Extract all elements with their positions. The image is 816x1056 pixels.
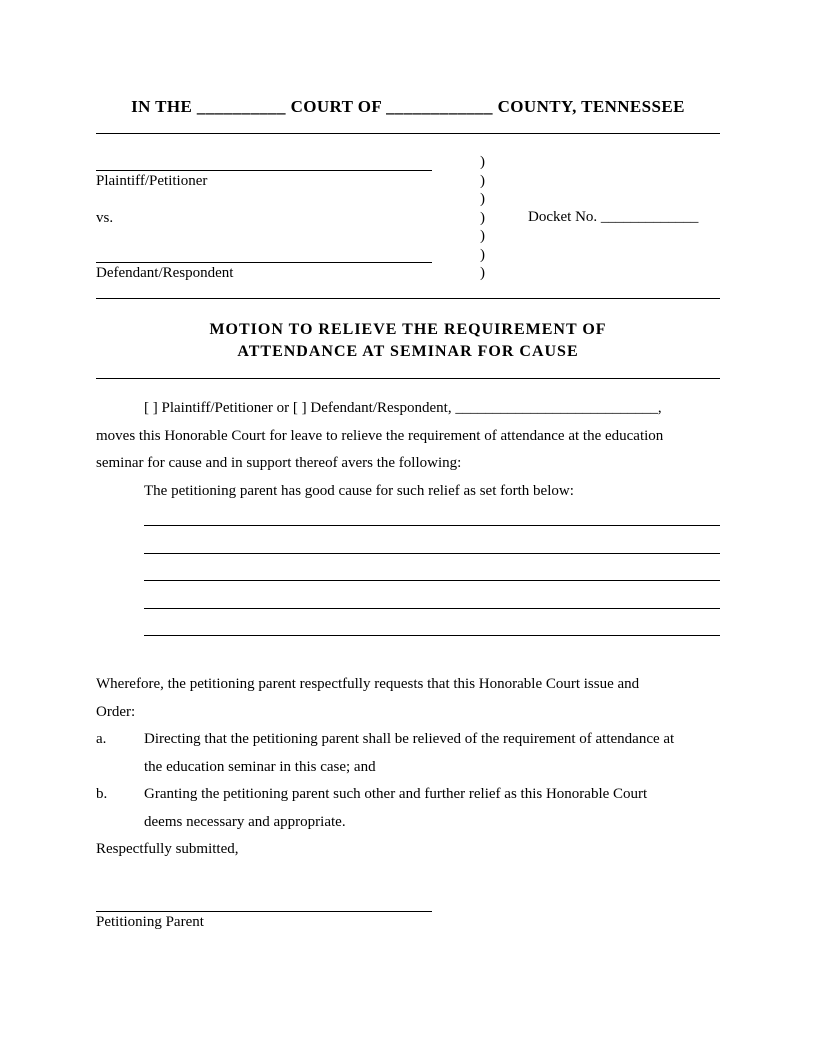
body-text-line: moves this Honorable Court for leave to relieve the requirement of attendance at the education — [96, 428, 664, 444]
good-cause-statement: The petitioning parent has good cause for such relief as set forth below: — [144, 483, 574, 499]
reason-line[interactable] — [144, 608, 720, 609]
plaintiff-name-line[interactable] — [96, 170, 432, 171]
reason-line[interactable] — [144, 553, 720, 554]
paren: ) — [480, 228, 485, 244]
motion-title-line-1: MOTION TO RELIEVE THE REQUIREMENT OF — [209, 321, 607, 338]
reason-line[interactable] — [144, 580, 720, 581]
reason-line[interactable] — [144, 635, 720, 636]
paren: ) — [480, 209, 485, 226]
defendant-name-line[interactable] — [96, 262, 432, 263]
wherefore-text: Order: — [96, 704, 136, 720]
body-text-line: seminar for cause and in support thereof avers the following: — [96, 455, 462, 471]
reason-line[interactable] — [144, 525, 720, 526]
defendant-label: Defendant/Respondent — [96, 265, 234, 281]
heading-divider — [96, 133, 720, 134]
plaintiff-label: Plaintiff/Petitioner — [96, 173, 208, 189]
caption-divider — [96, 298, 720, 299]
item-letter: b. — [96, 786, 108, 802]
party-selection-line[interactable]: [ ] Plaintiff/Petitioner or [ ] Defendant/Respondent, ___________________________, — [144, 400, 662, 416]
docket-number-field[interactable]: Docket No. _____________ — [528, 209, 699, 225]
motion-title-line-2: ATTENDANCE AT SEMINAR FOR CAUSE — [237, 343, 579, 360]
item-letter: a. — [96, 731, 107, 747]
paren: ) — [480, 154, 485, 170]
paren: ) — [480, 265, 485, 281]
signature-line[interactable] — [96, 911, 432, 912]
court-heading: IN THE __________ COURT OF ____________ COUNTY, TENNESSEE — [131, 97, 685, 116]
item-text: the education seminar in this case; and — [144, 759, 376, 775]
vs-label: vs. — [96, 210, 114, 226]
caption-parentheses — [480, 153, 490, 283]
item-text: Granting the petitioning parent such other and further relief as this Honorable Court — [144, 786, 648, 802]
item-text: Directing that the petitioning parent shall be relieved of the requirement of attendance at — [144, 731, 675, 747]
paren: ) — [480, 246, 485, 263]
title-divider — [96, 378, 720, 379]
paren: ) — [480, 172, 485, 189]
wherefore-text: Wherefore, the petitioning parent respectfully requests that this Honorable Court issue and — [96, 676, 640, 692]
paren: ) — [480, 191, 485, 207]
respectfully-submitted: Respectfully submitted, — [96, 841, 239, 857]
item-text: deems necessary and appropriate. — [144, 814, 346, 830]
signature-label: Petitioning Parent — [96, 914, 204, 930]
